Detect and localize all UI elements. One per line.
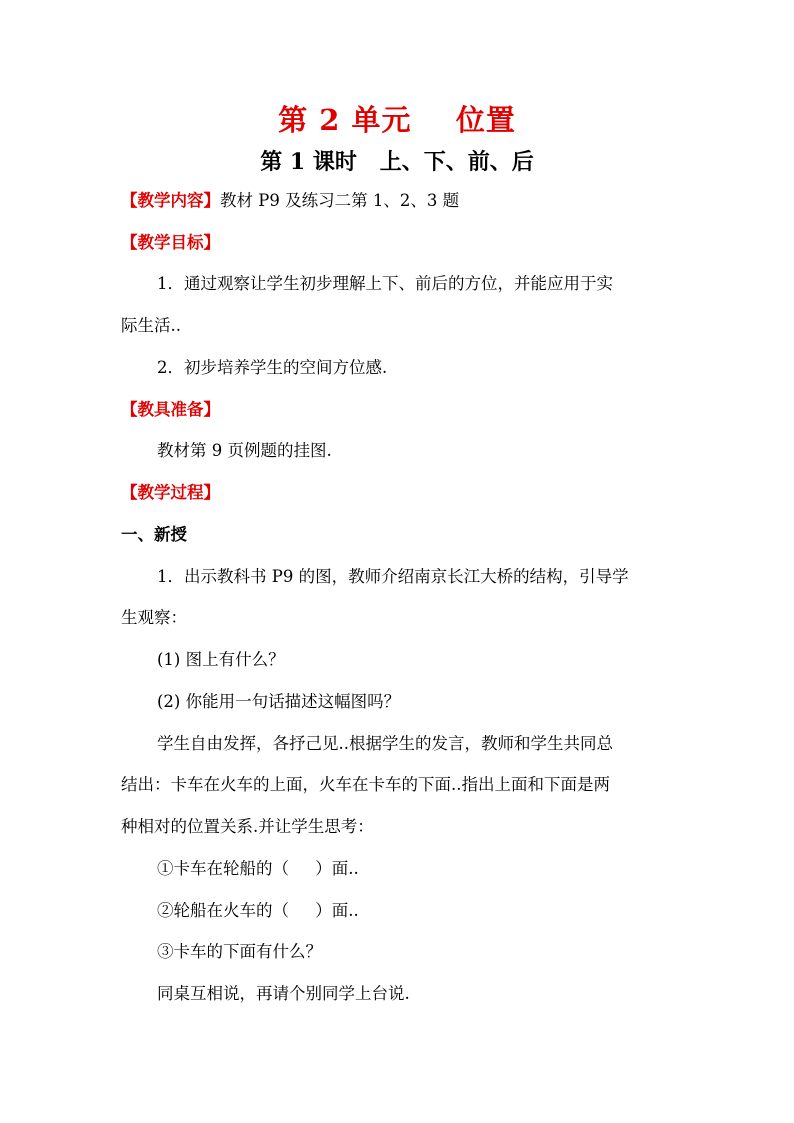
lesson-title: 第 1 课时 上、下、前、后 bbox=[260, 149, 534, 175]
teaching-process-label: 【教学过程】 bbox=[121, 483, 220, 502]
think-question-2: ②轮船在火车的（ ）面.. bbox=[157, 901, 359, 920]
teaching-content-label: 【教学内容】 bbox=[121, 191, 220, 210]
paragraph-line-2: 结出：卡车在火车的上面，火车在卡车的下面..指出上面和下面是两 bbox=[121, 775, 610, 794]
teaching-aids-label: 【教具准备】 bbox=[121, 400, 220, 419]
unit-title: 第 2 单元 位置 bbox=[278, 103, 516, 137]
section-new-lesson: 一、新授 bbox=[121, 525, 187, 544]
step-1-line-1: 1．出示教科书 P9 的图，教师介绍南京长江大桥的结构，引导学 bbox=[157, 567, 629, 586]
goal-2: 2．初步培养学生的空间方位感. bbox=[157, 358, 388, 377]
closing-line: 同桌互相说，再请个别同学上台说. bbox=[157, 984, 410, 1003]
teaching-goals-label: 【教学目标】 bbox=[121, 233, 220, 252]
question-2: (2) 你能用一句话描述这幅图吗？ bbox=[157, 692, 401, 711]
teaching-content-text: 教材 P9 及练习二第 1、2、3 题 bbox=[220, 191, 460, 210]
paragraph-line-3: 种相对的位置关系.并让学生思考： bbox=[121, 817, 374, 836]
teaching-content-line bbox=[121, 191, 459, 211]
think-question-1: ①卡车在轮船的（ ）面.. bbox=[157, 859, 359, 878]
teaching-aids-text: 教材第 9 页例题的挂图. bbox=[157, 441, 332, 460]
goal-1-line-1: 1．通过观察让学生初步理解上下、前后的方位，并能应用于实 bbox=[157, 274, 613, 293]
question-1: (1) 图上有什么？ bbox=[157, 650, 285, 669]
paragraph-line-1: 学生自由发挥，各抒己见..根据学生的发言，教师和学生共同总 bbox=[157, 734, 613, 753]
step-1-line-2: 生观察： bbox=[121, 608, 187, 627]
think-question-3: ③卡车的下面有什么？ bbox=[157, 942, 322, 961]
goal-1-line-2: 际生活.. bbox=[121, 316, 181, 335]
